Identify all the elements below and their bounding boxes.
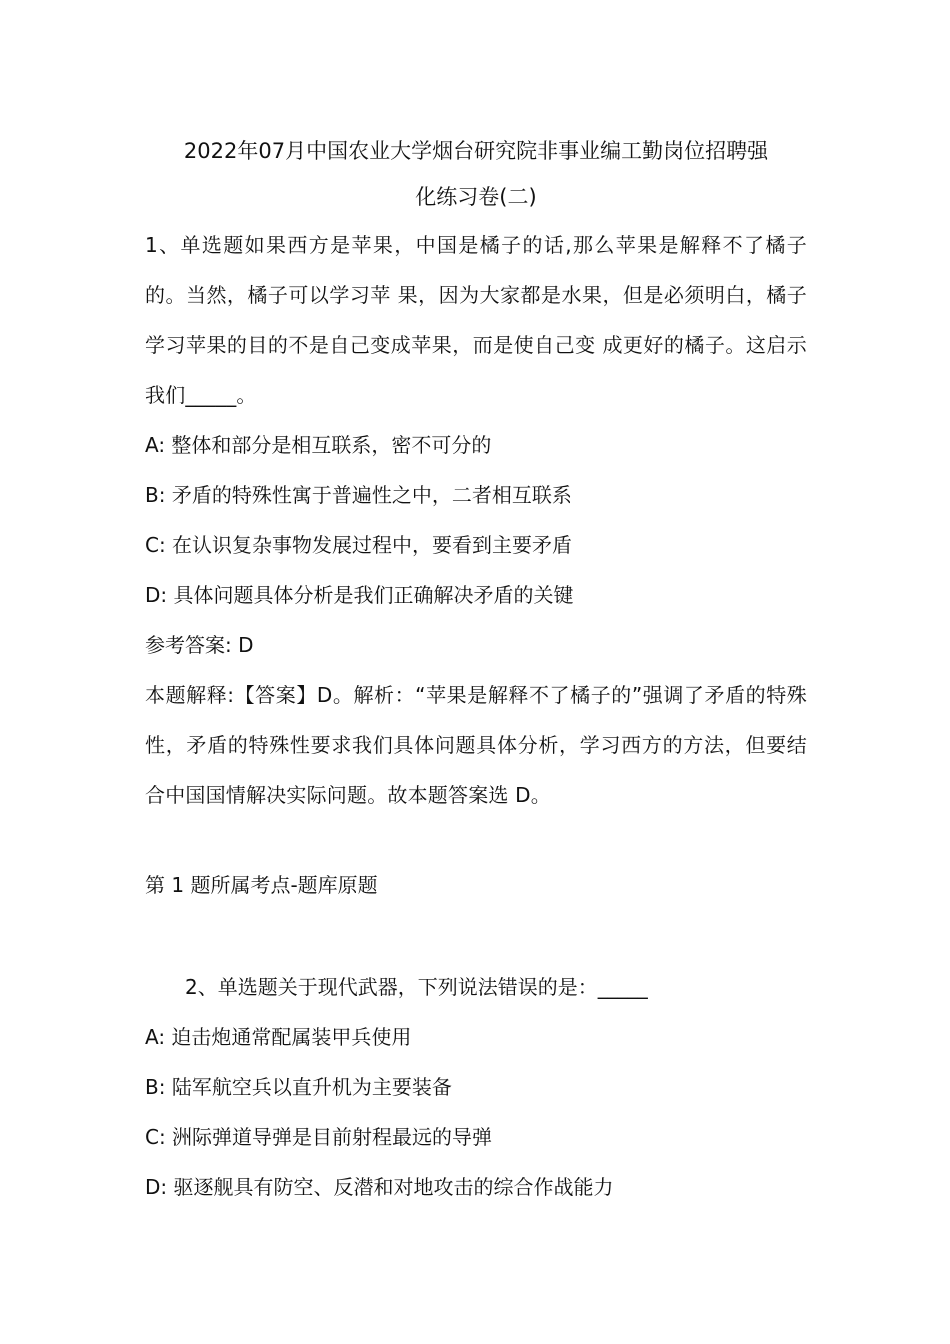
- document-content: [145, 128, 807, 1212]
- question-2-option-a: A: 迫击炮通常配属装甲兵使用: [145, 1025, 412, 1049]
- question-1-explanation: 本题解释:【答案】D。解析：“苹果是解释不了橘子的”强调了矛盾的特殊性，矛盾的特殊性要求我们具体问题具体分析，学习西方的方法，但要结合中国国情解决实际问题。故本题答案选 D。: [145, 683, 807, 807]
- question-2-stem: 2、单选题关于现代武器，下列说法错误的是：_____: [185, 975, 648, 999]
- document-title-line-2: 化练习卷(二): [415, 185, 537, 209]
- question-1-option-c: C: 在认识复杂事物发展过程中，要看到主要矛盾: [145, 533, 573, 557]
- question-2-option-d: D: 驱逐舰具有防空、反潜和对地攻击的综合作战能力: [145, 1175, 614, 1199]
- question-1-topic: 第 1 题所属考点-题库原题: [145, 873, 378, 897]
- question-2-option-b: B: 陆军航空兵以直升机为主要装备: [145, 1075, 452, 1099]
- question-2-option-c: C: 洲际弹道导弹是目前射程最远的导弹: [145, 1125, 493, 1149]
- question-1-option-b: B: 矛盾的特殊性寓于普遍性之中，二者相互联系: [145, 483, 572, 507]
- question-1-answer: 参考答案: D: [145, 633, 254, 657]
- question-1-option-d: D: 具体问题具体分析是我们正确解决矛盾的关键: [145, 583, 574, 607]
- question-1-option-a: A: 整体和部分是相互联系，密不可分的: [145, 433, 492, 457]
- question-1-stem: 1、单选题如果西方是苹果，中国是橘子的话,那么苹果是解释不了橘子的。当然，橘子可以学习苹 果，因为大家都是水果，但是必须明白，橘子学习苹果的目的不是自己变成苹果，而是使自己变 成更好的橘子。这启示我们_____。: [145, 233, 807, 407]
- document-title-line-1: 2022年07月中国农业大学烟台研究院非事业编工勤岗位招聘强: [183, 139, 769, 163]
